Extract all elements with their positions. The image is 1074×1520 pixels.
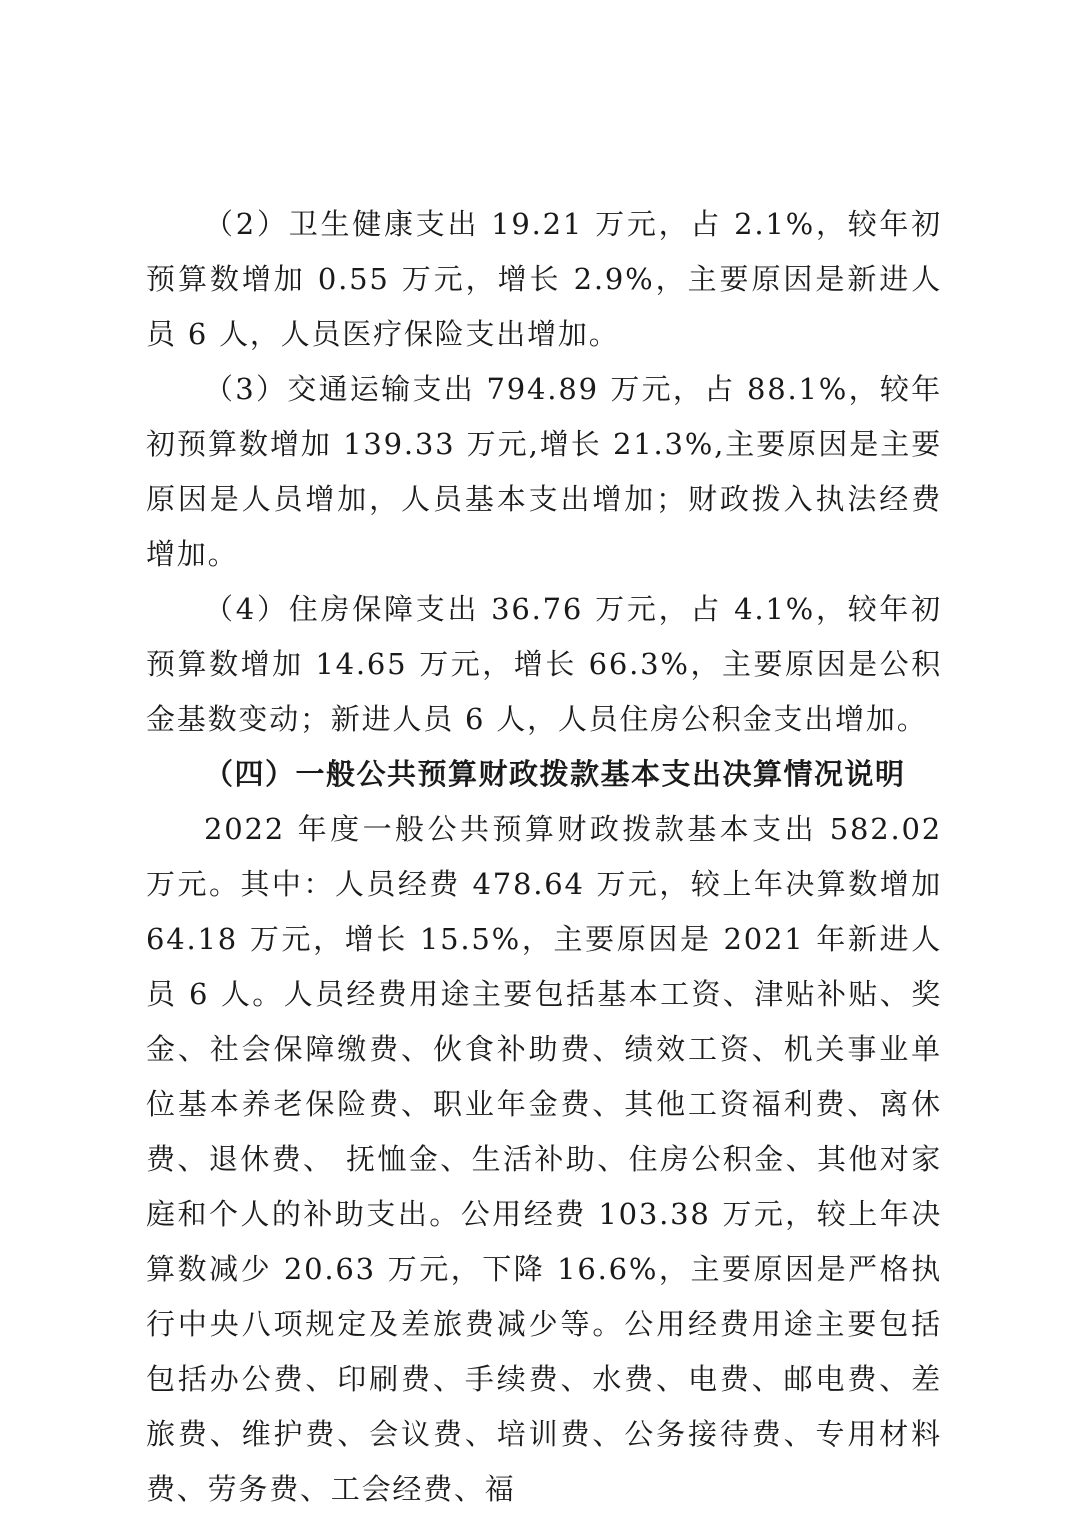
paragraph-transport-expenditure: （3）交通运输支出 794.89 万元，占 88.1%，较年初预算数增加 139.33 万元,增长 21.3%,主要原因是主要原因是人员增加，人员基本支出增加；财政拨入执法经费增加。 xyxy=(146,372,942,571)
section-heading: （四）一般公共预算财政拨款基本支出决算情况说明 xyxy=(204,757,906,791)
paragraph-health-expenditure: （2）卫生健康支出 19.21 万元，占 2.1%，较年初预算数增加 0.55 万元，增长 2.9%，主要原因是新进人员 6 人，人员医疗保险支出增加。 xyxy=(146,207,942,351)
document-content xyxy=(146,197,942,1517)
paragraph-housing-expenditure: （4）住房保障支出 36.76 万元，占 4.1%，较年初预算数增加 14.65 万元，增长 66.3%，主要原因是公积金基数变动；新进人员 6 人，人员住房公积金支出增加。 xyxy=(146,592,942,736)
paragraph-basic-expenditure: 2022 年度一般公共预算财政拨款基本支出 582.02 万元。其中：人员经费 478.64 万元，较上年决算数增加 64.18 万元，增长 15.5%，主要原因是 2021 年新进人员 6 人。人员经费用途主要包括基本工资、津贴补贴、奖金、社会保障缴费、伙食补助费、绩效工资、机关事业单位基本养老保险费、职业年金费、其他工资福利费、离休费、退休费、 抚恤金、生活补助、住房公积金、其他对家庭和个人的补助支出。公用经费 103.38 万元，较上年决算数减少 20.63 万元，下降 16.6%，主要原因是严格执行中央八项规定及差旅费减少等。公用经费用途主要包括包括办公费、印刷费、手续费、水费、电费、邮电费、差旅费、维护费、会议费、培训费、公务接待费、专用材料费、劳务费、工会经费、福 xyxy=(146,812,942,1506)
